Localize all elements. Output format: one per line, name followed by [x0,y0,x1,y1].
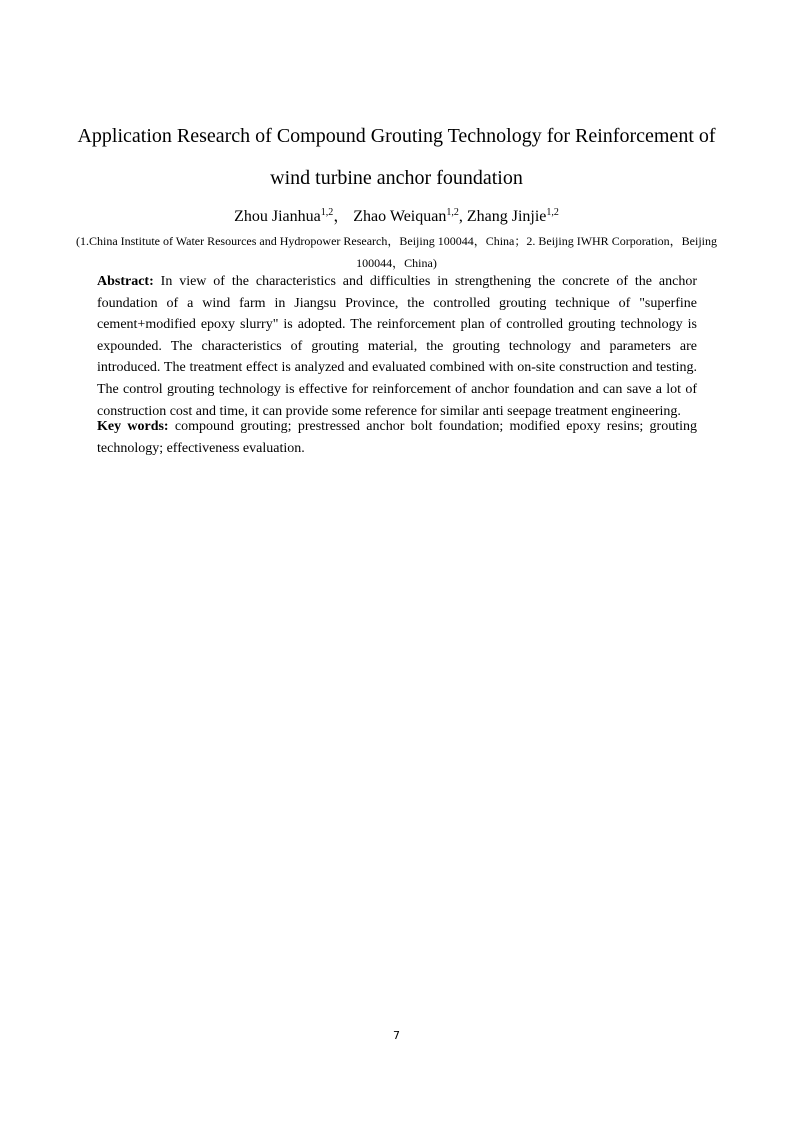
abstract-text: In view of the characteristics and difficulties in strengthening the concrete of the anchor foundation of a wind farm in Jiangsu Province, the controlled grouting technique of "superfine cement+modified epoxy slurry" is adopted. The reinforcement plan of controlled grouting technology is expounded. The characteristics of grouting material, the grouting technology and parameters are introduced. The treatment effect is analyzed and evaluated combined with on-site construction and testing. The control grouting technology is effective for reinforcement of anchor foundation and can save a lot of construction cost and time, it can provide some reference for similar anti seepage treatment engineering. [97,274,697,419]
author-separator: , [458,208,463,225]
author-separator: ， [333,208,350,225]
keywords-label: Key words: [97,419,169,434]
author-affiliation-marker: 1,2 [546,207,559,218]
author-name: Zhou Jianhua [234,208,321,225]
keywords [97,416,697,459]
page-number: 7 [393,1029,400,1042]
author-list [60,207,733,227]
affiliation-line-1: (1.China Institute of Water Resources and Hydropower Research，Beijing 100044，China；2. Beijing IWHR Corporation，Beijing [75,234,718,248]
affiliation-line-2: 100044，China) [356,256,437,270]
author-affiliation-marker: 1,2 [446,207,459,218]
author-name: Zhao Weiquan [353,208,447,225]
author-name: Zhang Jinjie [466,208,547,225]
abstract-label: Abstract: [97,274,154,289]
author-affiliation-marker: 1,2 [320,207,334,218]
paper-title-line-2: wind turbine anchor foundation [270,167,523,189]
abstract [97,271,697,422]
paper-title-line-1: Application Research of Compound Grouting Technology for Reinforcement of [77,125,716,147]
keywords-text: compound grouting; prestressed anchor bolt foundation; modified epoxy resins; grouting technology; effectiveness evaluation. [97,419,697,456]
